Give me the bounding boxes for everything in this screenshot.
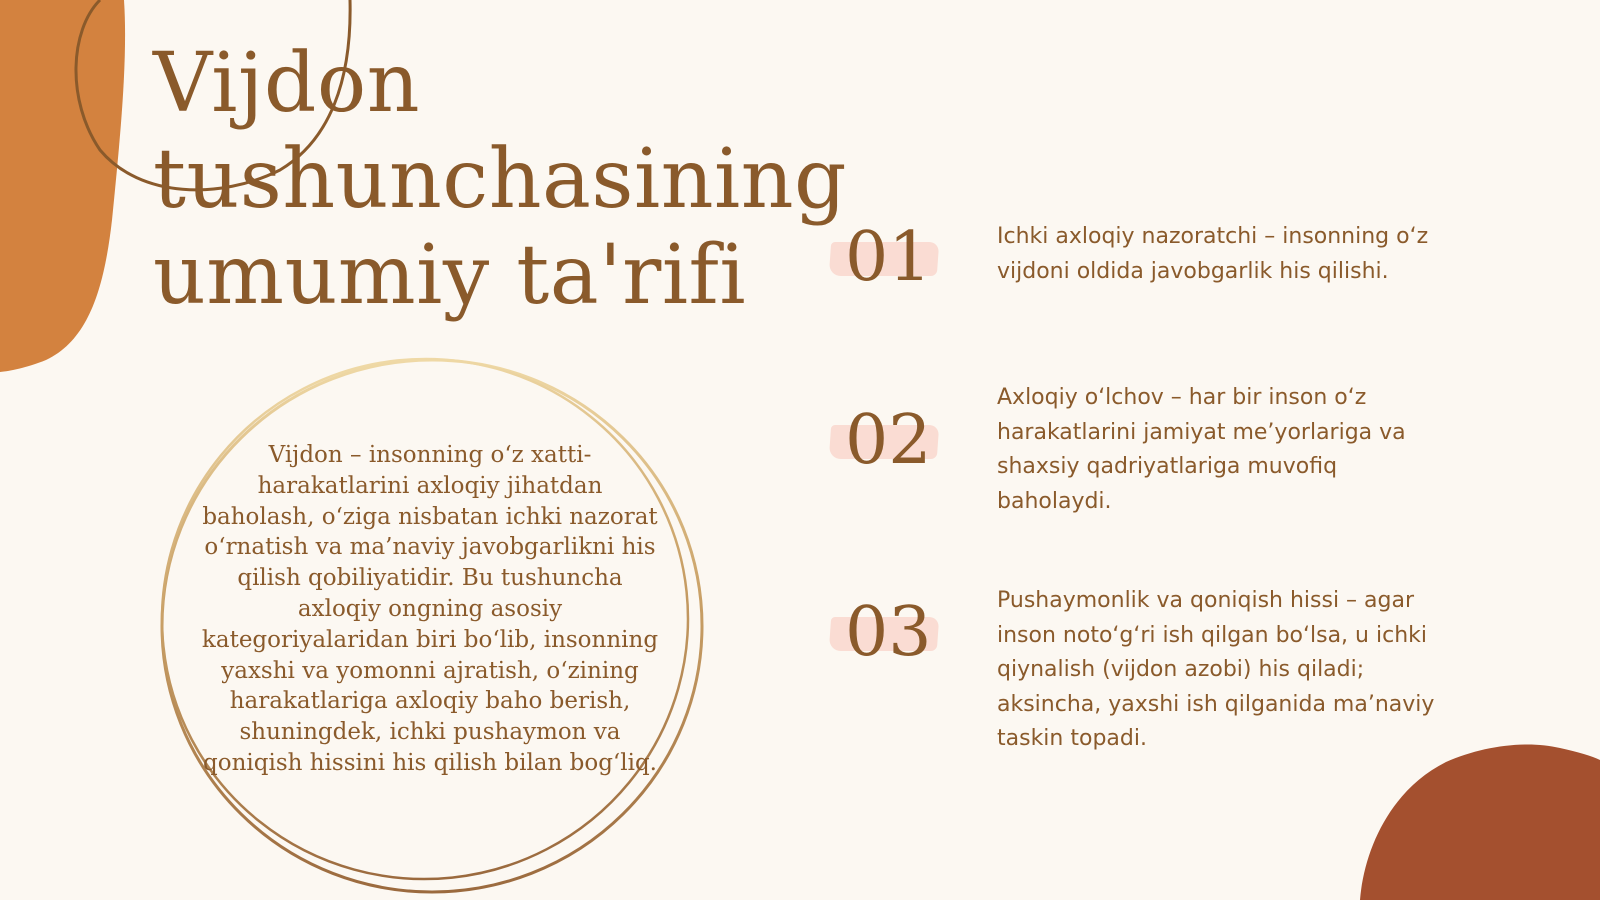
title-line-2: tushunchasining (153, 132, 848, 227)
item-number: 02 (845, 401, 932, 480)
number-badge (830, 403, 960, 483)
orange-blob-shape (0, 0, 140, 380)
title-line-1: Vijdon (153, 36, 421, 131)
definition-text: Vijdon – insonning o‘z xatti-harakatlarini axloqiy jihatdan baholash, o‘ziga nisbatan ichki nazorat o‘rnatish va ma’naviy javobgarlikni his qilish qobiliyatidir. Bu tushuncha axloqiy ongning asosiy kategoriyalaridan biri bo‘lib, insonning yaxshi va yomonni ajratish, o‘zining harakatlariga axloqiy baho berish, shuningdek, ichki pushaymon va qoniqish hissini his qilish bilan bog‘liq. (201, 442, 659, 776)
slide-title (153, 36, 847, 324)
item-text: Pushaymonlik va qoniqish hissi – agar inson noto‘g‘ri ish qilgan bo‘lsa, u ichki qiynalish (vijdon azobi) his qiladi; aksincha, yaxshi ish qilganida ma’naviy taskin topadi. (997, 588, 1435, 751)
item-number: 01 (845, 218, 932, 297)
number-badge (830, 595, 960, 675)
rust-blob-shape (1360, 740, 1600, 900)
number-badge (830, 220, 960, 300)
item-text: Ichki axloqiy nazoratchi – insonning o‘z vijdoni oldida javobgarlik his qilishi. (997, 224, 1429, 284)
title-line-3: umumiy ta'rifi (153, 228, 747, 323)
item-text: Axloqiy o‘lchov – har bir inson o‘z harakatlarini jamiyat me’yorlariga va shaxsiy qadriyatlariga muvofiq baholaydi. (997, 385, 1406, 514)
definition-circle (150, 344, 715, 900)
item-number: 03 (845, 593, 932, 672)
